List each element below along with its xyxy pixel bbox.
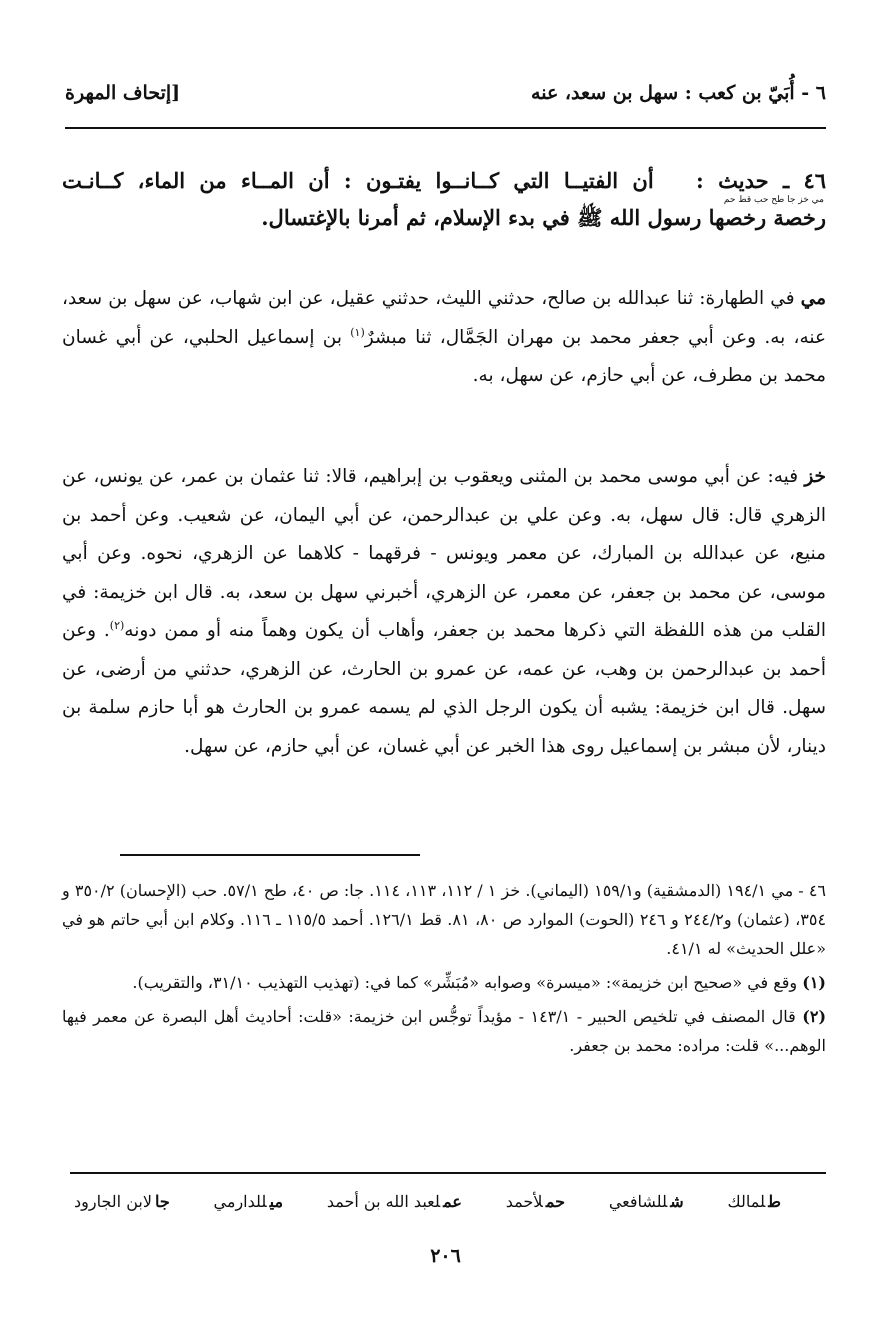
sigla-legend — [74, 1192, 781, 1211]
legend-item: شللشافعي — [608, 1192, 684, 1211]
footnote-2 — [62, 1002, 826, 1060]
paragraph-ibn-khuzayma — [62, 458, 826, 766]
source-siglum-mi: مي — [800, 288, 826, 309]
footnote-1-number: (١) — [802, 973, 826, 992]
legend-item: عملعبد الله بن أحمد — [326, 1192, 462, 1211]
legend-divider — [70, 1172, 826, 1174]
paragraph-1-text-a: في الطهارة: ثنا عبدالله بن صالح، حدثني الليث، حدثني عقيل، عن ابن شهاب، عن سهل بن سعد، عنه، به. وعن أبي جعفر محمد بن مهران الجَمَّال، ثنا مبشرٌ — [62, 288, 826, 348]
book-title: [إتحاف المهرة — [65, 82, 181, 104]
footnote-2-number: (٢) — [802, 1007, 827, 1026]
hadith-sigla: مي خز جا طح حب قط حم — [723, 195, 824, 205]
legend-item: جالابن الجارود — [74, 1192, 170, 1211]
footnote-sources: ٤٦ - مي ١٩٤/١ (الدمشقية) و١٥٩/١ (اليماني). خز ١ / ١١٢، ١١٣، ١١٤. جا: ص ٤٠، طح ٥٧/١. حب (الإحسان) ٣٥٠/٢ و ٣٥٤، (عثمان) و٢٤٤/٢ و ٢٤٦ (الحوت) الموارد ص ٨٠، ٨١. قط ١٢٦/١. أحمد ١١٥/٥ ـ ١١٦. وكلام ابن أبي حاتم هو في «علل الحديث» له ٤١/١. — [62, 881, 827, 958]
hadith-line-1 — [62, 168, 826, 193]
footnote-1-text: وقع في «صحيح ابن خزيمة»: «ميسرة» وصوابه «مُبَشِّر» كما في: (تهذيب التهذيب ٣١/١٠، والتقريب). — [132, 973, 798, 992]
legend-item: طلمالك — [727, 1192, 781, 1211]
footnote-1 — [62, 968, 826, 997]
source-siglum-khz: خز — [804, 466, 826, 487]
footnote-2-text: قال المصنف في تلخيص الحبير - ١٤٣/١ - مؤيداً توجُّس ابن خزيمة: «قلت: أحاديث أهل البصرة عن معمر فيها الوهم...» قلت: مراده: محمد بن جعفر. — [62, 1007, 826, 1055]
footnote-ref-1[interactable]: (١) — [350, 325, 365, 339]
hadith-number-label: ٤٦ ـ حديث : — [696, 168, 826, 193]
footnote-ref-2[interactable]: (٢) — [109, 618, 125, 632]
paragraph-2-text-b: . وعن أحمد بن عبدالرحمن بن وهب، عن عمه، عن عمرو بن الحارث، عن الزهري، حدثني من أرضى، عن سهل. قال ابن خزيمة: يشبه أن يكون الرجل الذي لم يسمه عمرو بن الحارث هو أبا حازم سلمة بن دينار، لأن مبشر بن إسماعيل روى هذا الخبر عن أبي غسان، عن أبي حازم، عن سهل. — [62, 620, 826, 757]
running-header — [65, 82, 826, 104]
hadith-text-block — [62, 168, 826, 236]
footnotes — [62, 876, 826, 1065]
chapter-title: ٦ - أُبَيّ بن كعب : سهل بن سعد، عنه — [531, 82, 826, 104]
legend-item: ميللدارمي — [213, 1192, 284, 1211]
hadith-text-2: رخصة رخصها رسول الله ﷺ في بدء الإسلام، ثم أمرنا بالإغتسال. — [261, 205, 826, 230]
paragraph-1-text-b: بن إسماعيل الحلبي، عن أبي غسان محمد بن مطرف، عن أبي حازم، عن سهل، به. — [62, 326, 826, 386]
page-number: ٢٠٦ — [430, 1245, 461, 1267]
paragraph-darimi — [62, 280, 826, 396]
footnote-divider — [120, 854, 420, 856]
header-divider — [65, 127, 826, 129]
hadith-text-1: أن الفتيــا التي كــانــوا يفتـون : أن المــاء من الماء، كــانـت — [62, 168, 654, 193]
paragraph-2-text-a: فيه: عن أبي موسى محمد بن المثنى ويعقوب بن إبراهيم، قالا: ثنا عثمان بن عمر، عن يونس، عن الزهري قال: قال سهل، به. وعن علي بن عبدالرحمن، عن أبي اليمان، عن شعيب. وعن أحمد بن منيع، عن عبدالله بن المبارك، عن معمر ويونس - فرقهما - كلاهما عن الزهري، نحوه. وعن أبي موسى، عن محمد بن جعفر، عن معمر، عن الزهري، أخبرني سهل بن سعد، به. قال ابن خزيمة: في القلب من هذه اللفظة التي ذكرها محمد بن جعفر، وأهاب أن يكون وهماً منه أو ممن دونه — [62, 466, 826, 641]
legend-item: حملأحمد — [505, 1192, 565, 1211]
